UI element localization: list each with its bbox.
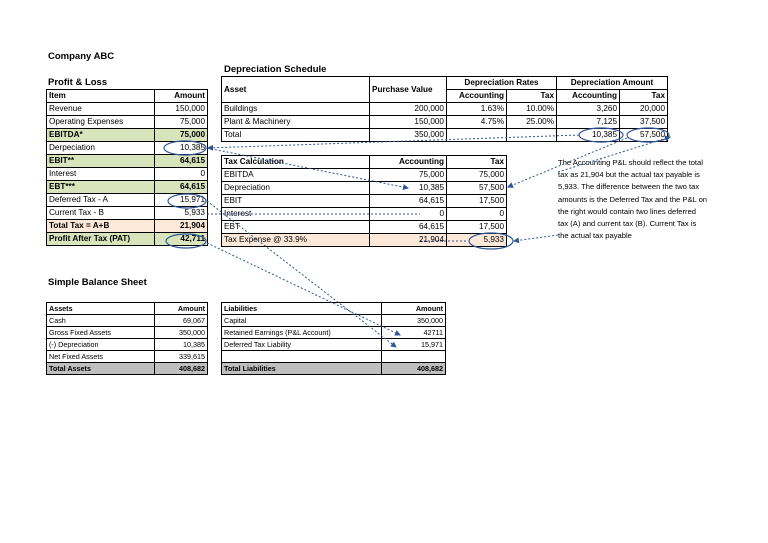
pl-label: Total Tax = A+B bbox=[47, 220, 155, 233]
dep-header-purchase: Purchase Value bbox=[370, 77, 447, 103]
circle-pl-depreciation bbox=[164, 141, 206, 155]
circle-pl-pat bbox=[166, 234, 206, 248]
bs-assets-header-amount: Amount bbox=[155, 303, 208, 315]
dep-rate-acc: 1.63% bbox=[447, 103, 507, 116]
pl-label: EBITDA* bbox=[47, 129, 155, 142]
dep-header-asset: Asset bbox=[222, 77, 370, 103]
dep-amt-tax: 57,500 bbox=[620, 129, 668, 142]
pl-label: Derpeciation bbox=[47, 142, 155, 155]
taxcalc-tax: 0 bbox=[447, 208, 507, 221]
taxcalc-acc: 64,615 bbox=[370, 221, 447, 234]
bs-liability-value: 42711 bbox=[382, 327, 446, 339]
dep-asset: Plant & Machinery bbox=[222, 116, 370, 129]
dep-header-rate-acc: Accounting bbox=[447, 90, 507, 103]
pl-value: 15,971 bbox=[155, 194, 208, 207]
taxcalc-tax: 17,500 bbox=[447, 221, 507, 234]
dep-rate-tax: 10.00% bbox=[507, 103, 557, 116]
pl-value: 64,615 bbox=[155, 181, 208, 194]
bs-liability-label: Total Liabilities bbox=[222, 363, 382, 375]
bs-liability-label: Deferred Tax Liability bbox=[222, 339, 382, 351]
pl-value: 0 bbox=[155, 168, 208, 181]
taxcalc-acc: 21,904 bbox=[370, 234, 447, 247]
taxcalc-tax: 57,500 bbox=[447, 182, 507, 195]
bs-asset-value: 69,067 bbox=[155, 315, 208, 327]
taxcalc-header-label: Tax Calculation bbox=[222, 156, 370, 169]
bs-title: Simple Balance Sheet bbox=[48, 277, 147, 288]
pl-value: 10,385 bbox=[155, 142, 208, 155]
dep-purchase: 150,000 bbox=[370, 116, 447, 129]
taxcalc-acc: 75,000 bbox=[370, 169, 447, 182]
dep-header-rate-tax: Tax bbox=[507, 90, 557, 103]
bs-liability-label: Retained Earnings (P&L Account) bbox=[222, 327, 382, 339]
dep-amt-acc: 10,385 bbox=[557, 129, 620, 142]
taxcalc-tax: 5,933 bbox=[447, 234, 507, 247]
dep-header-amt-acc: Accounting bbox=[557, 90, 620, 103]
taxcalc-label: EBT bbox=[222, 221, 370, 234]
dep-rate-acc: 4.75% bbox=[447, 116, 507, 129]
taxcalc-acc: 64,615 bbox=[370, 195, 447, 208]
taxcalc-header-tax: Tax bbox=[447, 156, 507, 169]
circle-pl-deferred-tax bbox=[168, 194, 206, 208]
bs-asset-value: 339,615 bbox=[155, 351, 208, 363]
pl-label: Profit After Tax (PAT) bbox=[47, 233, 155, 246]
taxcalc-acc: 10,385 bbox=[370, 182, 447, 195]
arrow-note-to-taxcalc bbox=[514, 235, 558, 241]
bs-liabilities-header-label: Liabilities bbox=[222, 303, 382, 315]
dep-amt-tax: 20,000 bbox=[620, 103, 668, 116]
dep-amt-acc: 3,260 bbox=[557, 103, 620, 116]
dep-asset: Total bbox=[222, 129, 370, 142]
bs-assets-header-label: Assets bbox=[47, 303, 155, 315]
pl-header-item: Item bbox=[47, 90, 155, 103]
pl-label: EBIT** bbox=[47, 155, 155, 168]
taxcalc-header-acc: Accounting bbox=[370, 156, 447, 169]
pl-value: 150,000 bbox=[155, 103, 208, 116]
pl-value: 64,615 bbox=[155, 155, 208, 168]
dep-amt-tax: 37,500 bbox=[620, 116, 668, 129]
dep-purchase: 200,000 bbox=[370, 103, 447, 116]
bs-liability-value: 350,000 bbox=[382, 315, 446, 327]
company-title: Company ABC bbox=[48, 51, 115, 62]
dep-header-amount: Depreciation Amount bbox=[557, 77, 668, 90]
pl-value: 75,000 bbox=[155, 129, 208, 142]
taxcalc-label: EBITDA bbox=[222, 169, 370, 182]
arrow-acc-dep-to-pl bbox=[208, 135, 579, 148]
bs-liabilities-header-amount: Amount bbox=[382, 303, 446, 315]
pl-value: 21,904 bbox=[155, 220, 208, 233]
pl-label: Interest bbox=[47, 168, 155, 181]
pl-value: 75,000 bbox=[155, 116, 208, 129]
pl-label: Deferred Tax - A bbox=[47, 194, 155, 207]
dep-amt-acc: 7,125 bbox=[557, 116, 620, 129]
circle-dep-total-acc bbox=[579, 128, 623, 142]
taxcalc-tax: 75,000 bbox=[447, 169, 507, 182]
annotation-note: The Accounting P&L should reflect the total tax as 21,904 but the actual tax payable is 5,933. The difference between the two tax amounts is the Deferred Tax and the P&L on the right would contain two lines deferred tax (A) and current tax (B). Current Tax is the actual tax payable bbox=[558, 158, 708, 241]
taxcalc-label: Interest bbox=[222, 208, 370, 221]
pl-label: Revenue bbox=[47, 103, 155, 116]
taxcalc-label: Depreciation bbox=[222, 182, 370, 195]
circle-dep-total-tax bbox=[627, 128, 669, 142]
bs-asset-label: Gross Fixed Assets bbox=[47, 327, 155, 339]
pl-header-amount: Amount bbox=[155, 90, 208, 103]
dep-purchase: 350,000 bbox=[370, 129, 447, 142]
dep-asset: Buildings bbox=[222, 103, 370, 116]
bs-liability-value: 15,971 bbox=[382, 339, 446, 351]
arrow-tax-dep-to-taxcalc bbox=[508, 138, 627, 187]
arrow-pat-to-bs bbox=[207, 243, 400, 335]
dep-header-rates: Depreciation Rates bbox=[447, 77, 557, 90]
bs-asset-label: Cash bbox=[47, 315, 155, 327]
taxcalc-label: EBIT bbox=[222, 195, 370, 208]
taxcalc-label: Tax Expense @ 33.9% bbox=[222, 234, 370, 247]
dep-title: Depreciation Schedule bbox=[224, 64, 327, 75]
arrow-deferred-to-bs bbox=[207, 201, 396, 347]
circle-tax-expense-tax bbox=[469, 233, 513, 249]
taxcalc-acc: 0 bbox=[370, 208, 447, 221]
pl-label: Current Tax - B bbox=[47, 207, 155, 220]
pl-label: Operating Expenses bbox=[47, 116, 155, 129]
bs-asset-value: 350,000 bbox=[155, 327, 208, 339]
pl-value: 42,711 bbox=[155, 233, 208, 246]
bs-liability-label: Capital bbox=[222, 315, 382, 327]
pl-title: Profit & Loss bbox=[48, 77, 108, 88]
bs-asset-label: Net Fixed Assets bbox=[47, 351, 155, 363]
arrow-pl-dep-to-taxcalc bbox=[207, 148, 408, 188]
bs-asset-label: Total Assets bbox=[47, 363, 155, 375]
dep-header-amt-tax: Tax bbox=[620, 90, 668, 103]
bs-liability-value: 408,682 bbox=[382, 363, 446, 375]
pl-label: EBT*** bbox=[47, 181, 155, 194]
bs-asset-value: 10,385 bbox=[155, 339, 208, 351]
bs-asset-label: (-) Depreciation bbox=[47, 339, 155, 351]
taxcalc-tax: 17,500 bbox=[447, 195, 507, 208]
bs-asset-value: 408,682 bbox=[155, 363, 208, 375]
pl-value: 5,933 bbox=[155, 207, 208, 220]
dep-rate-tax: 25.00% bbox=[507, 116, 557, 129]
